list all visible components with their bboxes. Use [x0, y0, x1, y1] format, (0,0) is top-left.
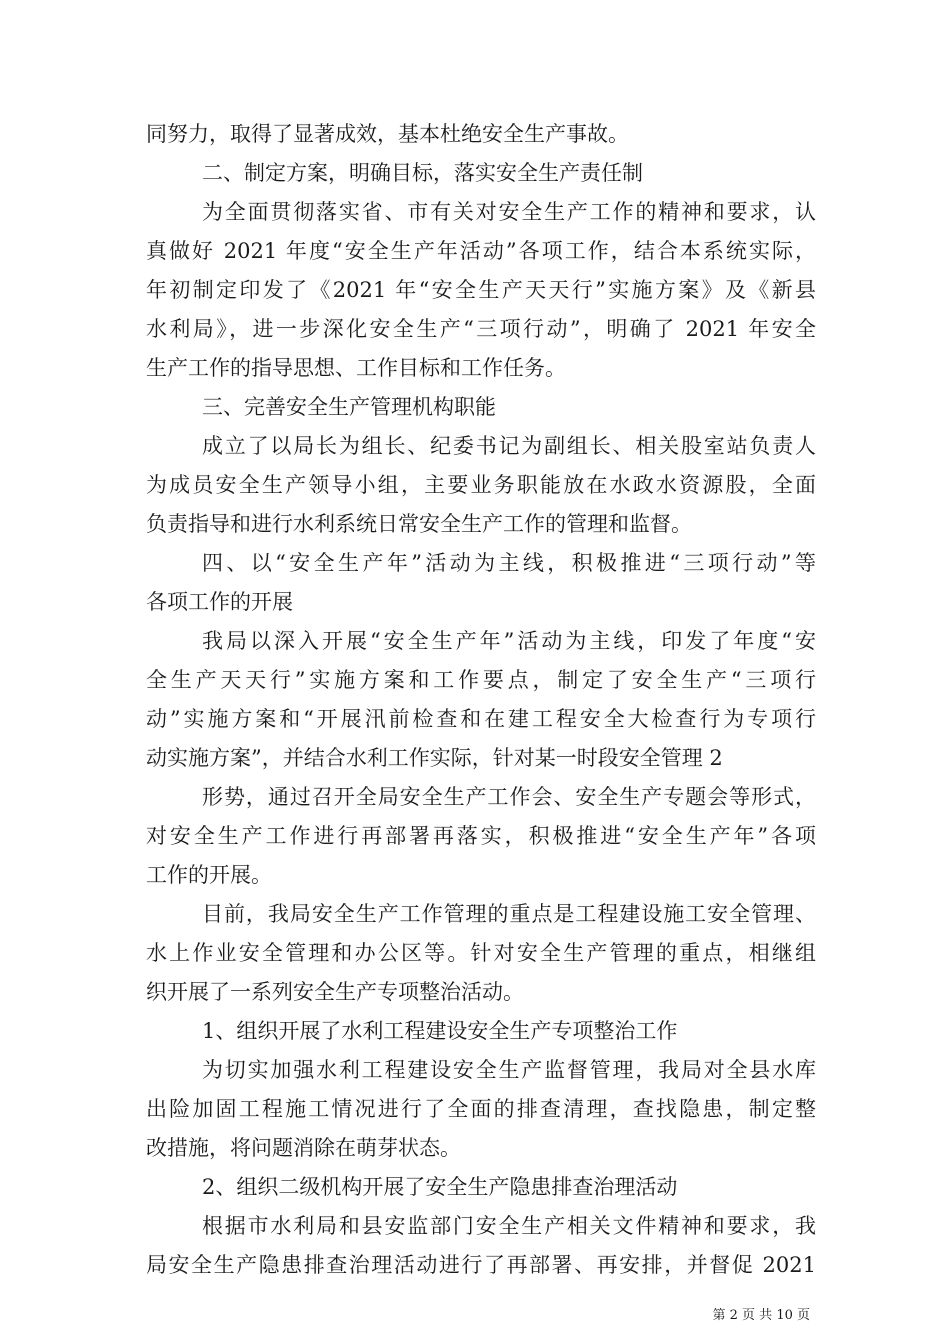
text-line: 负责指导和进行水利系统日常安全生产工作的管理和监督。 — [146, 512, 692, 536]
section-heading-4: 四、以“安全生产年”活动为主线，积极推进“三项行动”等 — [202, 551, 816, 575]
text-line: 我局以深入开展“安全生产年”活动为主线，印发了年度“安 — [202, 629, 816, 653]
text-line: 水上作业安全管理和办公区等。针对安全生产管理的重点，相继组 — [146, 941, 816, 965]
text-line: 同努力，取得了显著成效，基本杜绝安全生产事故。 — [146, 122, 629, 146]
text-line: 出险加固工程施工情况进行了全面的排查清理，查找隐患，制定整 — [146, 1097, 816, 1121]
text-line: 目前，我局安全生产工作管理的重点是工程建设施工安全管理、 — [202, 902, 816, 926]
section-heading-3: 三、完善安全生产管理机构职能 — [202, 395, 496, 419]
text-line: 年初制定印发了《2021 年“安全生产天天行”实施方案》及《新县 — [146, 278, 816, 302]
text-line: 动”实施方案和“开展汛前检查和在建工程安全大检查行为专项行 — [146, 707, 816, 731]
text-line: 成立了以局长为组长、纪委书记为副组长、相关股室站负责人 — [202, 434, 816, 458]
text-line: 真做好 2021 年度“安全生产年活动”各项工作，结合本系统实际， — [146, 239, 816, 263]
text-line: 工作的开展。 — [146, 863, 272, 887]
text-line: 形势，通过召开全局安全生产工作会、安全生产专题会等形式， — [202, 785, 816, 809]
subsection-heading-2: 2、组织二级机构开展了安全生产隐患排查治理活动 — [202, 1175, 678, 1199]
text-line: 对安全生产工作进行再部署再落实，积极推进“安全生产年”各项 — [146, 824, 816, 848]
section-heading-4-cont: 各项工作的开展 — [146, 590, 293, 614]
text-line: 改措施，将问题消除在萌芽状态。 — [146, 1136, 461, 1160]
text-line: 水利局》，进一步深化安全生产“三项行动”，明确了 2021 年安全 — [146, 317, 816, 341]
text-line: 为切实加强水利工程建设安全生产监督管理，我局对全县水库 — [202, 1058, 816, 1082]
subsection-heading-1: 1、组织开展了水利工程建设安全生产专项整治工作 — [202, 1019, 678, 1043]
text-line: 生产工作的指导思想、工作目标和工作任务。 — [146, 356, 566, 380]
section-heading-2: 二、制定方案，明确目标，落实安全生产责任制 — [202, 161, 643, 185]
text-line: 根据市水利局和县安监部门安全生产相关文件精神和要求，我 — [202, 1214, 816, 1238]
text-line: 局安全生产隐患排查治理活动进行了再部署、再安排，并督促 2021 — [146, 1253, 816, 1277]
text-line: 全生产天天行”实施方案和工作要点，制定了安全生产“三项行 — [146, 668, 816, 692]
text-line: 动实施方案”，并结合水利工作实际，针对某一时段安全管理 2 — [146, 746, 723, 770]
text-line: 为全面贯彻落实省、市有关对安全生产工作的精神和要求，认 — [202, 200, 816, 224]
text-line: 为成员安全生产领导小组，主要业务职能放在水政水资源股，全面 — [146, 473, 816, 497]
text-line: 织开展了一系列安全生产专项整治活动。 — [146, 980, 524, 1004]
page-number-footer: 第 2 页 共 10 页 — [712, 1308, 810, 1323]
